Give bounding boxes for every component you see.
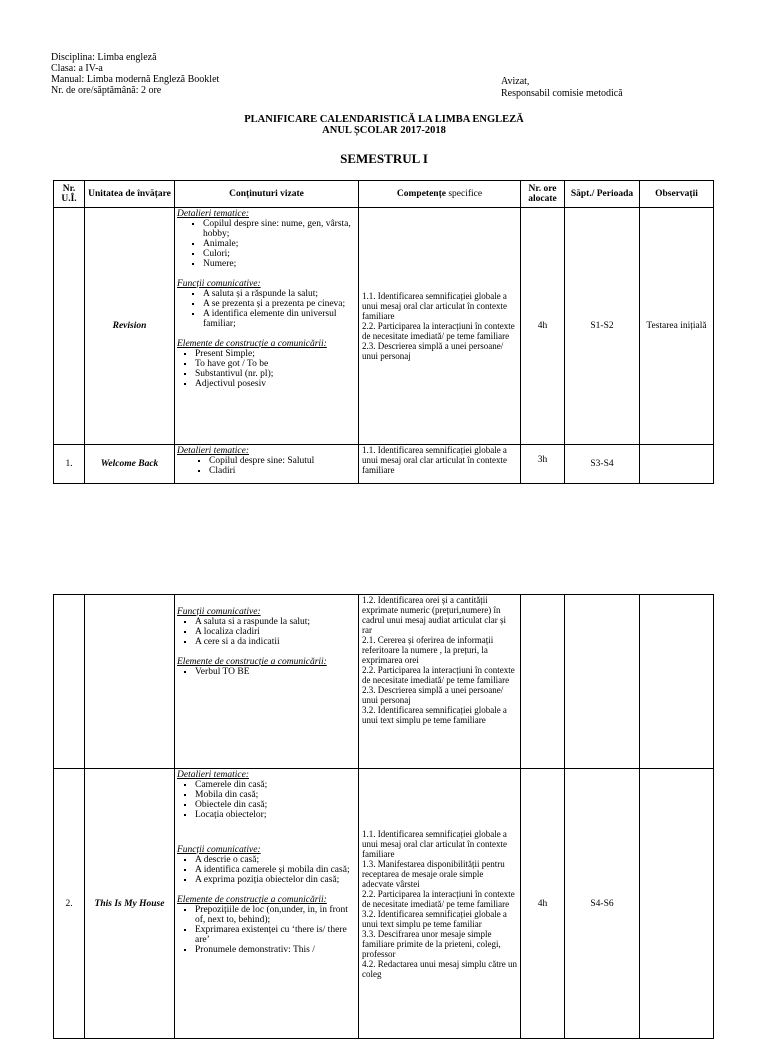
list-item: ▪ Obiectele din casă; (195, 800, 356, 810)
header-line: Manual: Limba modernă Engleză Booklet (51, 74, 220, 85)
list-item: ▪ A descrie o casă; (195, 855, 356, 865)
competence-item: 1.1. Identificarea semnificației globale a unui mesaj oral clar articulat în contexte familiare (362, 291, 507, 321)
week-cell: S1-S2 (565, 208, 640, 445)
table-header-row (54, 181, 714, 208)
table-row (54, 595, 714, 769)
list-item: ▪ Camerele din casă; (195, 780, 356, 790)
grammar-list (177, 905, 356, 955)
list-item: ▪ A se prezenta și a prezenta pe cineva; (203, 299, 356, 309)
list-item: ▪ Copilul despre sine: nume, gen, vârsta, hobby; (203, 219, 356, 239)
section-label: Elemente de construcție a comunicării: (177, 339, 327, 349)
unit-name: Revision (85, 208, 175, 445)
content-cell (175, 595, 359, 769)
list-item: ▪ Pronumele demonstrativ: This / (195, 945, 356, 955)
list-item: ▪ Cladiri (209, 466, 356, 476)
content-cell (175, 769, 359, 1039)
unit-name: This Is My House (85, 769, 175, 1039)
competences-cell (359, 445, 521, 484)
competences-rest: specifice (445, 189, 483, 199)
list-item: ▪ Culori; (203, 249, 356, 259)
table-row (54, 769, 714, 1039)
list-item: ▪ Adjectivul posesiv (195, 379, 356, 389)
list-item: ▪ Verbul TO BE (195, 667, 356, 677)
table-row (54, 208, 714, 445)
col-header-unit: Unitatea de învățare (85, 181, 175, 208)
approval-block (501, 76, 623, 99)
competence-item: 3.3. Descifrarea unor mesaje simple familiare primite de la prieteni, colegi, professor (362, 928, 501, 959)
header-line: Nr. de ore/săptămână: 2 ore (51, 85, 162, 96)
hours-cell: 3h (521, 445, 565, 484)
competences-cell (359, 769, 521, 1039)
row-number: 1. (54, 445, 85, 484)
content-cell (175, 208, 359, 445)
col-header-competences (359, 181, 521, 208)
header-line: Clasa: a IV-a (51, 63, 103, 74)
section-label: Detalieri tematice: (177, 770, 250, 780)
competence-item: 4.2. Redactarea unui mesaj simplu către un coleg (362, 958, 517, 979)
list-item: ▪ A identifica camerele și mobila din casă; (195, 865, 356, 875)
header-line: Disciplina: Limba engleză (51, 52, 157, 63)
hours-cell: 4h (521, 208, 565, 445)
list-item: ▪ Exprimarea existenței cu ‘there is/ there are’ (195, 925, 356, 945)
col-header-hours: Nr. ore alocate (521, 181, 565, 208)
row-number (54, 208, 85, 445)
document-title: PLANIFICARE CALENDARISTICĂ LA LIMBA ENGLEZĂ (244, 114, 524, 125)
list-item: ▪ Copilul despre sine: Salutul (209, 456, 356, 466)
section-label: Elemente de construcție a comunicării: (177, 657, 327, 667)
competences-bold: Competențe (396, 189, 446, 199)
unit-name (85, 595, 175, 769)
table-row (54, 445, 714, 484)
week-cell (565, 595, 640, 769)
list-item: ▪ To have got / To be (195, 359, 356, 369)
week-cell: S4-S6 (565, 769, 640, 1039)
competence-item: 1.2. Identificarea orei și a cantității exprimate numeric (prețuri,numere) în cadrul unui mesaj audiat articulat clar și rar (362, 595, 506, 635)
col-header-nr: Nr. U.Î. (54, 181, 85, 208)
section-label: Funcții comunicative: (177, 279, 261, 289)
competence-item: 1.3. Manifestarea disponibilității pentru receptarea de mesaje orale simple adecvate vârstei (362, 858, 505, 889)
list-item: ▪ Prepozițiile de loc (on,under, in, in front of, next to, behind); (195, 905, 356, 925)
observations-cell (640, 595, 714, 769)
col-header-observations: Observații (640, 181, 714, 208)
school-year: ANUL ȘCOLAR 2017-2018 (322, 125, 446, 136)
observations-cell: Testarea inițială (640, 208, 714, 445)
list-item: ▪ A saluta si a raspunde la salut; (195, 617, 356, 627)
competence-item: 3.2. Identificarea semnificației globale a unui text simplu pe teme familiar (362, 908, 507, 929)
list-item: ▪ Numere; (203, 259, 356, 269)
function-list (177, 617, 356, 647)
list-item: ▪ A localiza cladiri (195, 627, 356, 637)
section-label: Funcții comunicative: (177, 607, 261, 617)
list-item: ▪ Animale; (203, 239, 356, 249)
list-item: ▪ Locația obiectelor; (195, 810, 356, 820)
section-label: Elemente de construcție a comunicării: (177, 895, 327, 905)
competence-item: 1.1. Identificarea semnificației globale a unui mesaj oral clar articulat în contexte familiare (362, 445, 507, 475)
avizat-label: Avizat, (501, 76, 530, 87)
hours-cell: 4h (521, 769, 565, 1039)
list-item: ▪ A identifica elemente din universul familiar; (203, 309, 356, 329)
competence-item: 2.2. Participarea la interacțiuni în contexte de necesitate imediată/ pe teme familiare (362, 321, 515, 341)
competences-cell (359, 595, 521, 769)
section-label: Funcții comunicative: (177, 845, 261, 855)
list-item: ▪ Mobila din casă; (195, 790, 356, 800)
unit-name: Welcome Back (85, 445, 175, 484)
competence-item: 2.2. Participarea la interacțiuni în contexte de necesitate imediată/ pe teme familiare (362, 665, 515, 685)
list-item: ▪ A cere si a da indicatii (195, 637, 356, 647)
competence-item: 2.2. Participarea la interacțiuni în contexte de necesitate imediată/ pe teme familiare (362, 888, 515, 909)
grammar-list (177, 349, 356, 389)
section-label: Detalieri tematice: (177, 446, 250, 456)
planning-table (53, 180, 714, 484)
competence-item: 1.1. Identificarea semnificației globale a unui mesaj oral clar articulat în contexte familiare (362, 828, 507, 859)
competence-item: 2.3. Descrierea simplă a unei persoane/ unui personaj (362, 685, 504, 705)
col-header-week: Săpt./ Perioada (565, 181, 640, 208)
list-item: ▪ A exprima poziția obiectelor din casă; (195, 875, 356, 885)
list-item: ▪ Substantivul (nr. pl); (195, 369, 356, 379)
observations-cell (640, 445, 714, 484)
responsabil-label: Responsabil comisie metodică (501, 87, 623, 99)
topic-list (177, 780, 356, 820)
topic-list (177, 219, 356, 269)
list-item: ▪ A saluta și a răspunde la salut; (203, 289, 356, 299)
observations-cell (640, 769, 714, 1039)
content-cell (175, 445, 359, 484)
row-number: 2. (54, 769, 85, 1039)
function-list (177, 855, 356, 885)
grammar-list (177, 667, 356, 677)
semester-heading: SEMESTRUL I (340, 151, 428, 166)
function-list (177, 289, 356, 329)
competences-cell (359, 208, 521, 445)
competence-item: 2.1. Cererea și oferirea de informații referitoare la numere , la prețuri, la exprimarea orei (362, 635, 494, 665)
week-cell: S3-S4 (565, 445, 640, 484)
hours-cell (521, 595, 565, 769)
document-header (51, 52, 219, 96)
col-header-content: Conținuturi vizate (175, 181, 359, 208)
row-number (54, 595, 85, 769)
section-label: Detalieri tematice: (177, 209, 250, 219)
planning-table-continued (53, 594, 714, 1039)
list-item: ▪ Present Simple; (195, 349, 356, 359)
topic-list (177, 456, 356, 476)
competence-item: 2.3. Descrierea simplă a unei persoane/ unui personaj (362, 341, 504, 361)
competence-item: 3.2. Identificarea semnificației globale a unui text simplu pe teme familiare (362, 705, 507, 725)
